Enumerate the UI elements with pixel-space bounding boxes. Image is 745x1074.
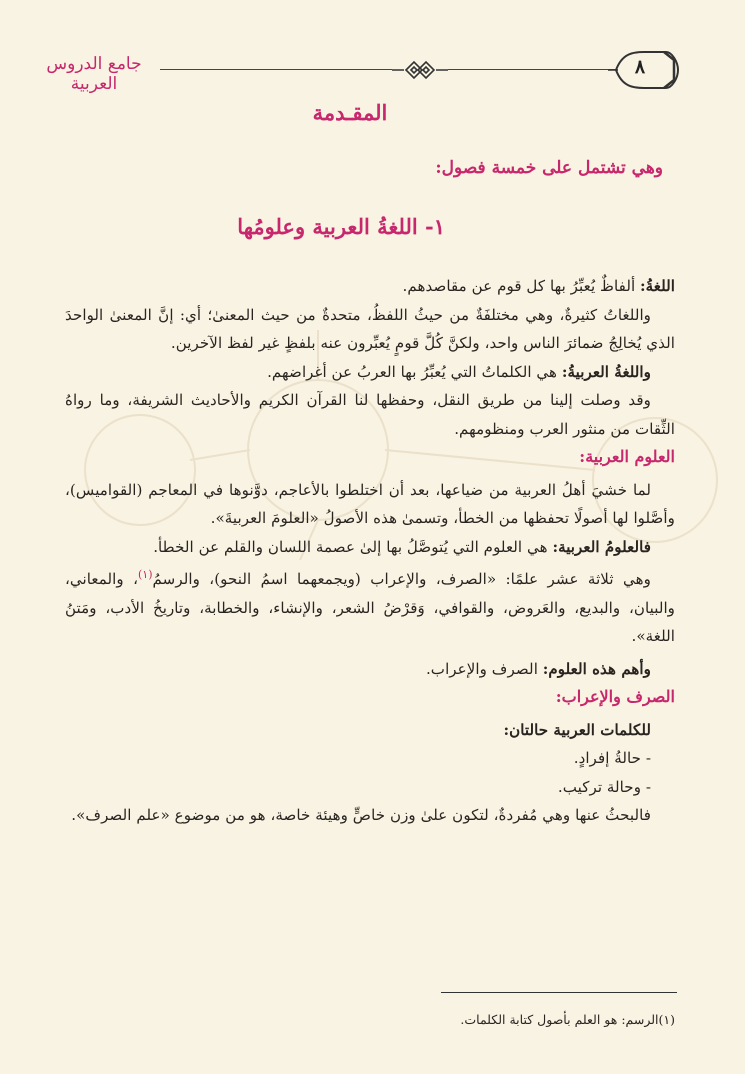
heading-arabic-sciences: العلوم العربية: — [579, 447, 675, 466]
paragraph: واللغاتُ كثيرةٌ، وهي مختلفَةٌ من حيثُ اللفظُ، متحدةٌ من حيث المعنىٰ؛ أي: إنَّ المعنىٰ الواحدَ الذي يُخالِجُ ضمائرَ الناس واحد، ولكنَّ كُلَّ قومٍ يُعبِّرون عنه بلفظٍ غير لفظ الآخرين. — [65, 305, 675, 352]
paragraph — [65, 655, 675, 684]
diamond-ornament-icon — [392, 57, 448, 83]
body-text — [65, 272, 675, 830]
paragraph: لما خشيَ أهلُ العربية من ضياعها، بعد أن اختلطوا بالأعاجم، دوَّنوها في المعاجم (القواميس)، وأصَّلوا لها أصولًا تحفظها من الخطأ، وتسمىٰ هذه الأصولُ «العلومَ العربيةَ». — [65, 480, 675, 527]
footnote: (١)الرسم: هو العلم بأصول كتابة الكلمات. — [460, 1012, 675, 1027]
paragraph-text: ، والمعاني، والبيان، والبديع، والعَروض، والقوافي، وَقرْضُ الشعر، والإنشاء، والخطابة، وتاريخُ الأدب، ومَتنُ اللغة». — [65, 570, 676, 646]
book-logo: جامع الدروس العربية — [46, 54, 142, 94]
paragraph-text: وهي ثلاثة عشر علمًا: «الصرف، والإعراب (ويجمعهما اسمُ النحو)، والرسمُ — [152, 570, 651, 589]
footnote-marker: (١) — [138, 568, 153, 581]
list-item: - وحالة تركيب. — [557, 777, 651, 796]
term: اللغةُ: — [640, 277, 675, 295]
paragraph: فالبحثُ عنها وهي مُفردةٌ، لتكون علىٰ وزن خاصٍّ وهيئة خاصة، هو من موضوع «علم الصرف». — [71, 806, 651, 825]
list-item: - حالةُ إفرادٍ. — [573, 749, 651, 768]
paragraph — [65, 358, 675, 387]
term: واللغةُ العربيةُ: — [561, 362, 651, 381]
page-number: ٨ — [634, 56, 646, 78]
paragraph: للكلمات العربية حالتان: — [503, 720, 651, 739]
paragraph: وقد وصلت إلينا من طريق النقل، وحفظها لنا القرآن الكريم والأحاديث الشريفة، وما رواهُ الثِّقات من منثور العرب ومنظومهم. — [65, 391, 675, 438]
section-title: ١- اللغةُ العربية وعلومُها — [237, 214, 445, 239]
header-rule — [160, 69, 622, 70]
paragraph — [65, 272, 675, 301]
paragraph-text: هي العلوم التي يُتوصَّلُ بها إلىٰ عصمة اللسان والقلم عن الخطأ. — [153, 537, 553, 556]
paragraph — [65, 533, 675, 562]
footnote-rule — [441, 992, 677, 993]
paragraph — [65, 561, 675, 651]
chapter-title: المقـدمة — [312, 100, 388, 125]
term: وأهم هذه العلوم: — [542, 659, 651, 678]
paragraph-text: ألفاظٌ يُعبِّرُ بها كل قوم عن مقاصدهم. — [402, 277, 641, 295]
chapter-subtitle: وهي تشتمل على خمسة فصول: — [435, 158, 663, 178]
term: فالعلومُ العربية: — [552, 537, 651, 556]
page-header — [30, 48, 680, 92]
heading-morphology-syntax: الصرف والإعراب: — [555, 687, 675, 707]
paragraph-text: الصرف والإعراب. — [425, 659, 543, 678]
paragraph-text: هي الكلماتُ التي يُعبِّرُ بها العربُ عن أغراضهم. — [267, 362, 562, 381]
